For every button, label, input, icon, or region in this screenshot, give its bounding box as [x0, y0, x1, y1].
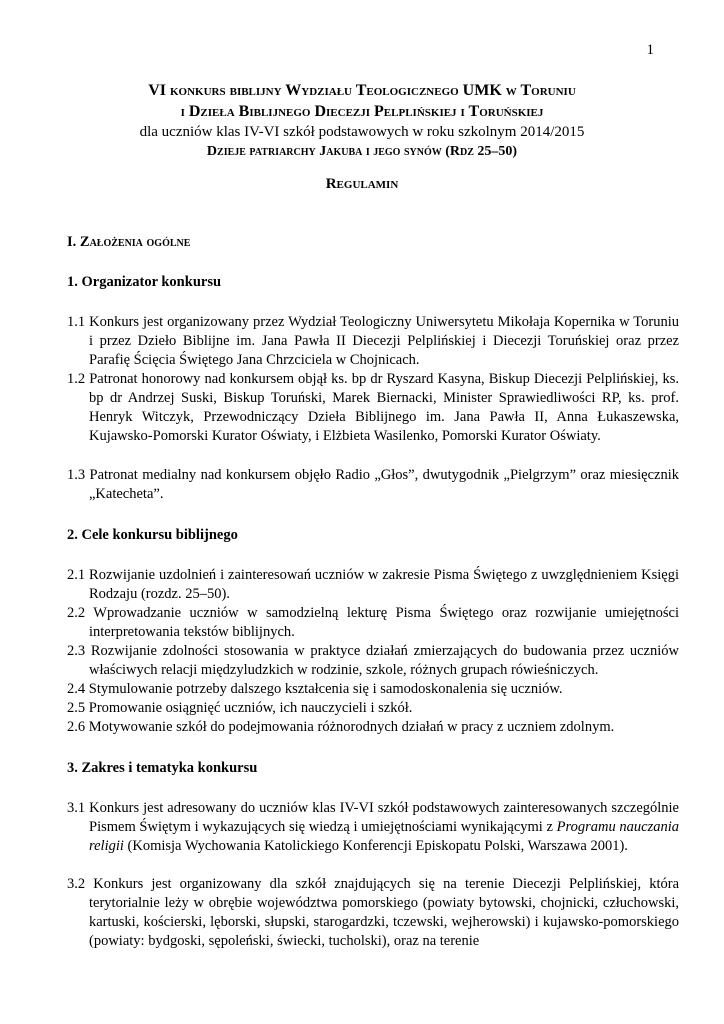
paragraph-3-1	[67, 799, 679, 856]
paragraph-2-5: 2.5 Promowanie osiągnięć uczniów, ich nauczycieli i szkół.	[67, 700, 413, 716]
paragraph-3-1-text-b: (Komisja Wychowania Katolickiego Konferencji Episkopatu Polski, Warszawa 2001).	[123, 838, 628, 854]
paragraph-1-1: 1.1 Konkurs jest organizowany przez Wydział Teologiczny Uniwersytetu Mikołaja Kopernika w Toruniu i przez Dzieło Biblijne im. Jana Pawła II Diecezji Pelplińskiej i Diecezji Toruńskiej oraz przez Parafię Ścięcia Świętego Jana Chrzciciela w Chojnicach.	[67, 314, 679, 368]
paragraph-2-1: 2.1 Rozwijanie uzdolnień i zainteresowań uczniów w zakresie Pisma Świętego z uwzględnieniem Księgi Rodzaju (rozdz. 25–50).	[67, 567, 679, 602]
topic: Dzieje patriarchy Jakuba i jego synów (Rdz 25–50)	[206, 144, 518, 159]
title-line-1: VI konkurs biblijny Wydziału Teologicznego UMK w Toruniu	[148, 82, 576, 99]
section-heading-general: I. Założenia ogólne	[67, 234, 191, 250]
paragraph-1-2: 1.2 Patronat honorowy nad konkursem objął ks. bp dr Ryszard Kasyna, Biskup Diecezji Pelplińskiej, ks. bp dr Andrzej Suski, Biskup Toruński, Marek Biernacki, Minister Sprawiedliwości RP, ks. prof. Henryk Witczyk, Przewodniczący Dzieła Biblijnego im. Jana Pawła II, Anna Łukaszewska, Kujawsko-Pomorski Kurator Oświaty, i Elżbieta Wasilenko, Pomorski Kurator Oświaty.	[67, 371, 679, 444]
title-line-2: i Dzieła Biblijnego Diecezji Pelplińskiej i Toruńskiej	[180, 103, 544, 120]
paragraph-3-1-text-a: 3.1 Konkurs jest adresowany do uczniów klas IV-VI szkół podstawowych zainteresowanych szczególnie Pismem Świętym i wykazujących się wiedzą i umiejętnościami wynikającymi z	[67, 800, 679, 835]
page-number: 1	[646, 42, 654, 58]
regulamin-title: Regulamin	[325, 176, 399, 192]
paragraph-2-3: 2.3 Rozwijanie zdolności stosowania w praktyce działań zmierzających do budowania przez uczniów właściwych relacji międzyludzkich w rodzinie, szkole, różnych grupach rówieśniczych.	[67, 643, 679, 678]
paragraph-2-4: 2.4 Stymulowanie potrzeby dalszego kształcenia się i samodoskonalenia się uczniów.	[67, 681, 563, 697]
paragraph-1-3: 1.3 Patronat medialny nad konkursem objęło Radio „Głos”, dwutygodnik „Pielgrzym” oraz miesięcznik „Katecheta”.	[67, 467, 679, 502]
heading-organizer: 1. Organizator konkursu	[67, 274, 222, 290]
subtitle: dla uczniów klas IV-VI szkół podstawowych w roku szkolnym 2014/2015	[139, 124, 585, 140]
heading-scope: 3. Zakres i tematyka konkursu	[67, 760, 258, 776]
document-header	[60, 80, 664, 162]
program-title-italic: Programu nauczania religii	[89, 819, 680, 854]
heading-goals: 2. Cele konkursu biblijnego	[67, 527, 238, 543]
paragraph-2-2: 2.2 Wprowadzanie uczniów w samodzielną lekturę Pisma Świętego oraz rozwijanie umiejętności interpretowania tekstów biblijnych.	[67, 605, 679, 640]
paragraph-2-6: 2.6 Motywowanie szkół do podejmowania różnorodnych działań w pracy z uczniem zdolnym.	[67, 719, 615, 735]
paragraph-3-2: 3.2 Konkurs jest organizowany dla szkół znajdujących się na terenie Diecezji Pelplińskiej, która terytorialnie leży w obrębie województwa pomorskiego (powiaty bytowski, chojnicki, człuchowski, kartuski, kościerski, lęborski, słupski, starogardzki, tczewski, wejherowski) i kujawsko-pomorskiego (powiaty: bydgoski, sępoleński, świecki, tucholski), oraz na terenie	[67, 876, 679, 949]
